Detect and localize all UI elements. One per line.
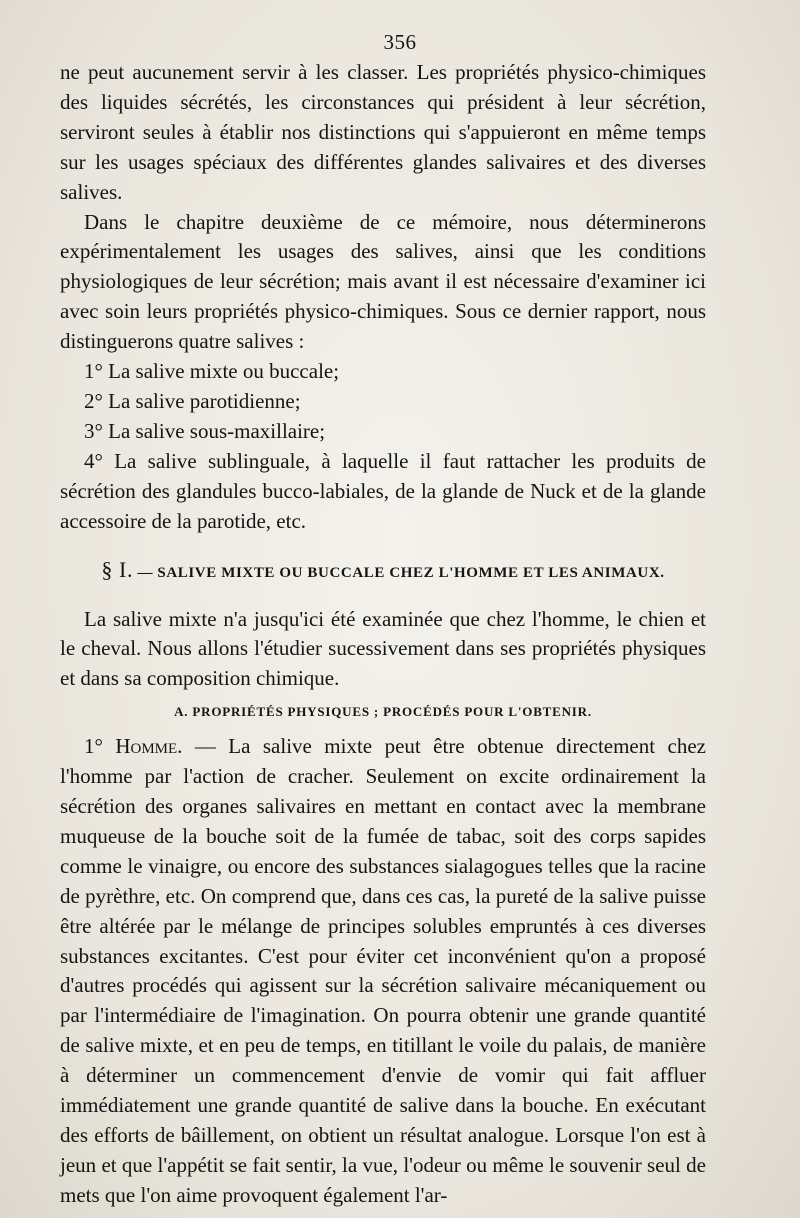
list-item-4: 4° La salive sublinguale, à laquelle il faut rattacher les produits de sécrétion des glandules bucco-labiales, de la glande de Nuck et de la glande accessoire de la parotide, etc. [60,448,706,533]
paragraph-homme-text: La salive mixte peut être obtenue directement chez l'homme par l'action de cracher. Seulement on excite ordinairement la sécrétion des organes salivaires en mettant en contact avec la membrane muqueuse de la bouche soit de la fumée de tabac, soit des corps sapides comme le vinaigre, ou encore des substances sialagogues telles que la racine de pyrèthre, etc. On comprend que, dans ces cas, la pureté de la salive puisse être altérée par le mélange de principes solubles empruntés à ces diverses substances excitantes. C'est pour éviter cet inconvénient qu'on a proposé d'autres procédés qui agissent sur la sécrétion salivaire mécaniquement ou par l'intermédiaire de l'imagination. On pourra obtenir une grande quantité de salive mixte, et en peu de temps, en titillant le voile du palais, de manière à déterminer un commencement d'envie de vomir qui fait affluer immédiatement une grande quantité de salive dans la bouche. En exécutant des efforts de bâillement, on obtient un résultat analogue. Lorsque l'on est à jeun et que l'appétit se fait sentir, la vue, l'odeur ou même le souvenir seul de mets que l'on aime provoquent également l'ar- [60,734,706,1207]
subsection-heading: A. PROPRIÉTÉS PHYSIQUES ; PROCÉDÉS POUR L'OBTENIR. [174,704,592,720]
list-item-2: 2° La salive parotidienne; [84,388,301,413]
paragraph-section-intro: La salive mixte n'a jusqu'ici été examinée que chez l'homme, le chien et le cheval. Nous allons l'étudier sucessivement dans ses propriétés physiques et dans sa composition chimique. [60,606,706,691]
paragraph-intro: ne peut aucunement servir à les classer. Les propriétés physico-chimiques des liquides sécrétés, les circonstances qui président à leur sécrétion, serviront seules à établir nos distinctions qui s'appuieront en même temps sur les usages spéciaux des différentes glandes salivaires et des diverses salives. [60,60,706,204]
section-title: — SALIVE MIXTE OU BUCCALE CHEZ L'HOMME ET LES ANIMAUX. [137,564,665,581]
list-item-3: 3° La salive sous-maxillaire; [84,418,326,443]
paragraph-homme-lead: 1° Homme. — [84,734,216,759]
list-item-1: 1° La salive mixte ou buccale; [84,359,340,384]
paragraph-chapter-two: Dans le chapitre deuxième de ce mémoire, nous déterminerons expérimentalement les usages des salives, ainsi que les conditions physiologiques de leur sécrétion; mais avant il est nécessaire d'examiner ici avec soin leurs propriétés physico-chimiques. Sous ce dernier rapport, nous distinguerons quatre salives : [60,209,706,354]
body-text [60,58,706,1211]
page-number: 356 [383,30,417,54]
section-symbol: § I. [101,556,134,582]
section-heading [60,557,706,583]
paragraph-homme [60,732,706,1211]
